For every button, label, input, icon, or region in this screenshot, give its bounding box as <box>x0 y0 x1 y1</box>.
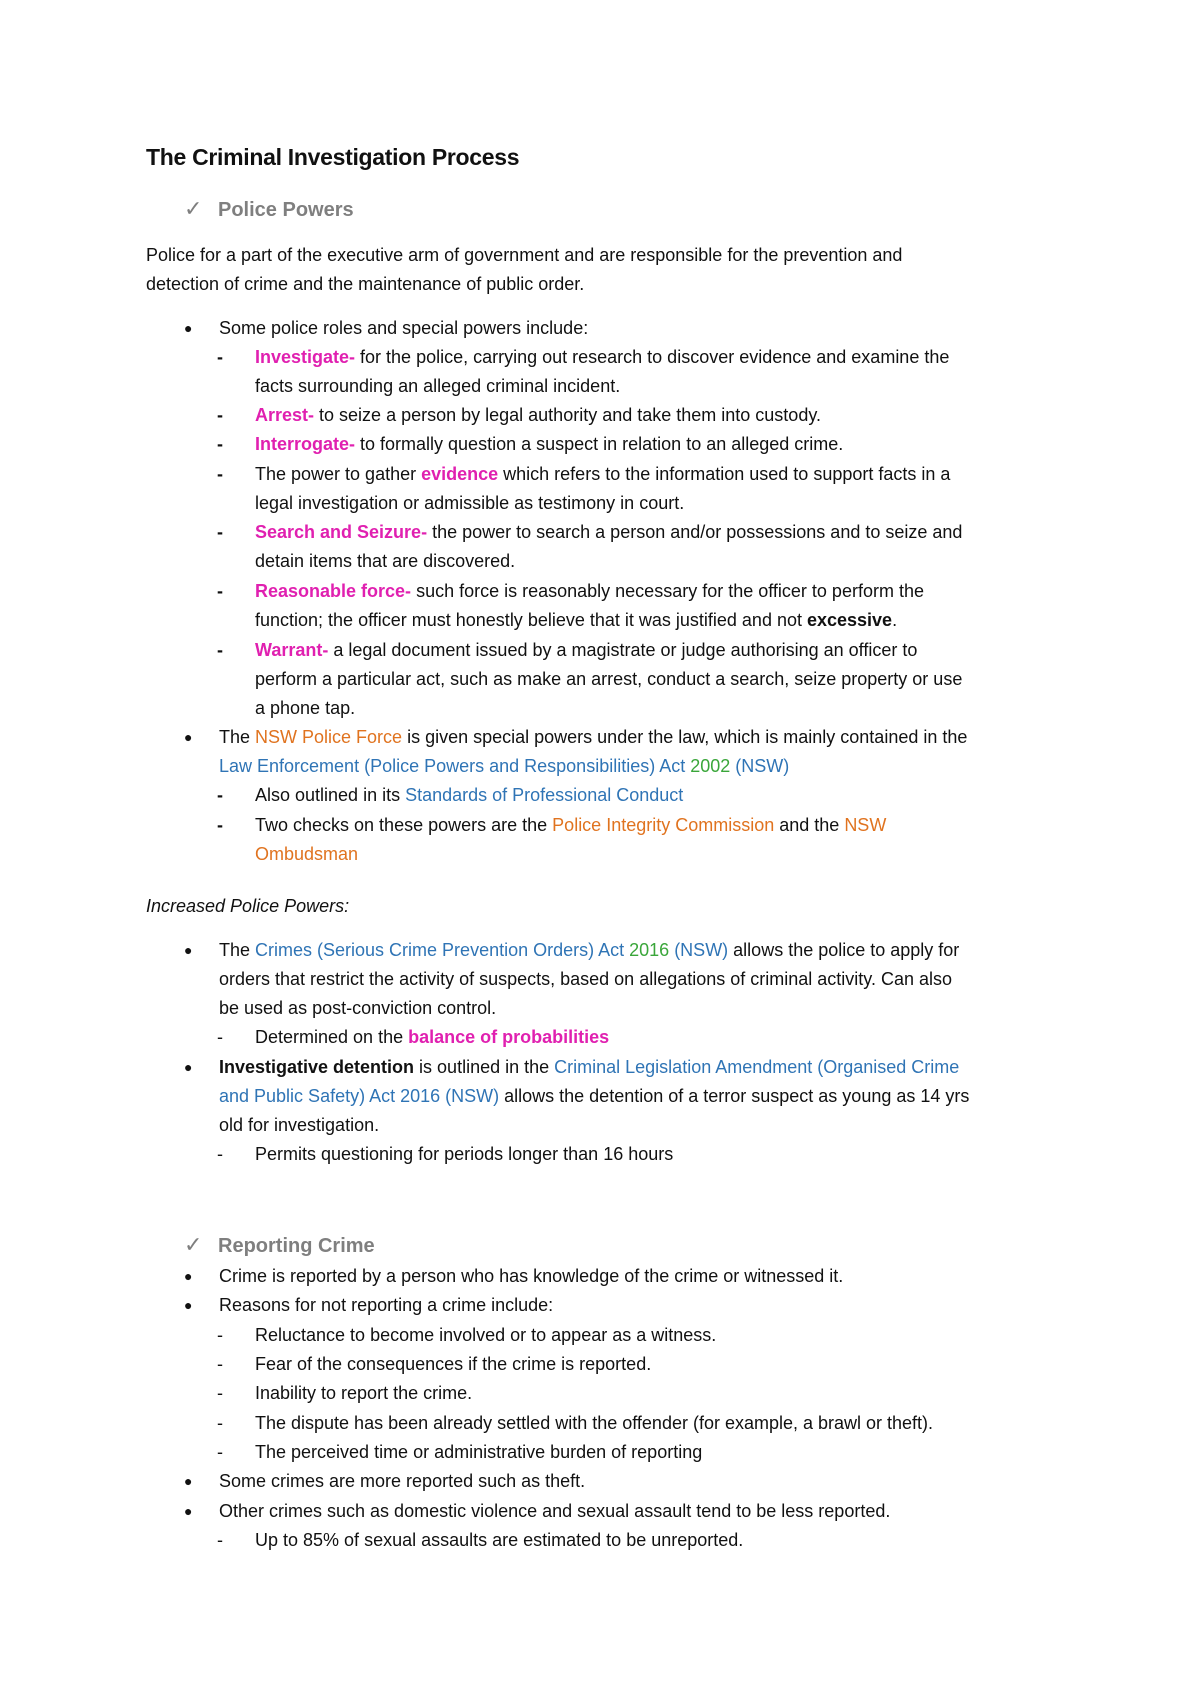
bullet-icon: ● <box>184 320 193 336</box>
dash-icon: - <box>217 1354 223 1374</box>
roles-intro: Some police roles and special powers include: <box>219 318 589 338</box>
intro-line-1: Police for a part of the executive arm of government and are responsible for the prevention and <box>146 245 903 265</box>
ombudsman-line: Ombudsman <box>255 844 359 864</box>
heading-text: Reporting Crime <box>218 1235 375 1257</box>
arrest-term: Arrest- <box>255 405 315 425</box>
bullet-icon: ● <box>184 729 193 745</box>
warrant-term: Warrant- <box>255 640 329 660</box>
search-item: Search and Seizure- the power to search a person and/or possessions and to seize and <box>255 522 963 542</box>
warrant-line-2: perform a particular act, such as make an arrest, conduct a search, seize property or use <box>255 669 963 689</box>
bullet-icon: ● <box>184 1297 193 1313</box>
detention-line-3: old for investigation. <box>219 1115 380 1135</box>
investigate-term: Investigate- <box>255 347 356 367</box>
evidence-item: The power to gather evidence which refers to the information used to support facts in a <box>255 464 951 484</box>
arrest-item: Arrest- to seize a person by legal authority and take them into custody. <box>255 405 821 425</box>
dash-icon: - <box>217 1383 223 1403</box>
checkmark-icon: ✓ <box>184 196 203 221</box>
dash-icon: - <box>217 464 223 484</box>
dash-icon: - <box>217 347 223 367</box>
force-term: Reasonable force- <box>255 581 412 601</box>
reason-item: The dispute has been already settled with the offender (for example, a brawl or theft). <box>255 1413 934 1433</box>
permits-item: Permits questioning for periods longer than 16 hours <box>255 1144 674 1164</box>
intro-line-2: detection of crime and the maintenance of public order. <box>146 274 585 294</box>
dash-icon: - <box>217 1144 223 1164</box>
evidence-line-2: legal investigation or admissible as testimony in court. <box>255 493 685 513</box>
warrant-line-3: a phone tap. <box>255 698 356 718</box>
bullet-icon: ● <box>184 1059 193 1075</box>
dash-icon: - <box>217 405 223 425</box>
reporting-item-3: Some crimes are more reported such as theft. <box>219 1471 586 1491</box>
reporting-item-2: Reasons for not reporting a crime include: <box>219 1295 554 1315</box>
bullet-icon: ● <box>184 1473 193 1489</box>
warrant-item: Warrant- a legal document issued by a magistrate or judge authorising an officer to <box>255 640 918 660</box>
reason-item: Up to 85% of sexual assaults are estimated to be unreported. <box>255 1530 744 1550</box>
police-powers-heading <box>184 196 354 222</box>
dash-icon: - <box>217 1530 223 1550</box>
nsw-police-force-link: NSW Police Force <box>255 727 403 747</box>
dash-icon: - <box>217 1325 223 1345</box>
dash-icon: - <box>217 434 223 454</box>
reporting-crime-heading <box>184 1232 375 1258</box>
crimes-act-item: The Crimes (Serious Crime Prevention Orders) Act 2016 (NSW) allows the police to apply for <box>219 940 960 960</box>
investigate-item: Investigate- for the police, carrying out research to discover evidence and examine the <box>255 347 950 367</box>
detention-line-2: and Public Safety) Act 2016 (NSW) allows the detention of a terror suspect as young as 14 yrs <box>219 1086 970 1106</box>
investigate-line-2: facts surrounding an alleged criminal incident. <box>255 376 621 396</box>
bullet-icon: ● <box>184 1503 193 1519</box>
dash-icon: - <box>217 640 223 660</box>
page-title: The Criminal Investigation Process <box>146 144 520 170</box>
crimes-line-2: orders that restrict the activity of suspects, based on allegations of criminal activity. Can also <box>219 969 952 989</box>
reason-item: Fear of the consequences if the crime is reported. <box>255 1354 652 1374</box>
dash-icon: - <box>217 1027 223 1047</box>
dash-icon: - <box>217 522 223 542</box>
lepra-act-line: Law Enforcement (Police Powers and Responsibilities) Act 2002 (NSW) <box>219 756 790 776</box>
crimes-line-3: be used as post-conviction control. <box>219 998 497 1018</box>
dash-icon: - <box>217 1413 223 1433</box>
nsw-police-item: The NSW Police Force is given special powers under the law, which is mainly contained in the <box>219 727 968 747</box>
checks-item: Two checks on these powers are the Police Integrity Commission and the NSW <box>255 815 887 835</box>
detention-item: Investigative detention is outlined in the Criminal Legislation Amendment (Organised Crime <box>219 1057 960 1077</box>
dash-icon: - <box>217 581 223 601</box>
search-line-2: detain items that are discovered. <box>255 551 516 571</box>
search-term: Search and Seizure- <box>255 522 428 542</box>
dash-icon: - <box>217 1442 223 1462</box>
dash-icon: - <box>217 785 223 805</box>
determined-item: Determined on the balance of probabilities <box>255 1027 610 1047</box>
increased-powers-heading: Increased Police Powers: <box>146 896 350 916</box>
checkmark-icon: ✓ <box>184 1232 203 1257</box>
evidence-term: evidence <box>421 464 499 484</box>
bullet-icon: ● <box>184 942 193 958</box>
interrogate-item: Interrogate- to formally question a suspect in relation to an alleged crime. <box>255 434 844 454</box>
reason-item: Inability to report the crime. <box>255 1383 473 1403</box>
force-item: Reasonable force- such force is reasonably necessary for the officer to perform the <box>255 581 924 601</box>
reason-item: The perceived time or administrative burden of reporting <box>255 1442 703 1462</box>
standards-item: Also outlined in its Standards of Professional Conduct <box>255 785 684 805</box>
heading-text: Police Powers <box>218 199 354 221</box>
reason-item: Reluctance to become involved or to appear as a witness. <box>255 1325 717 1345</box>
dash-icon: - <box>217 815 223 835</box>
interrogate-term: Interrogate- <box>255 434 356 454</box>
force-line-2: function; the officer must honestly believe that it was justified and not excessive. <box>255 610 898 630</box>
reporting-item-1: Crime is reported by a person who has knowledge of the crime or witnessed it. <box>219 1266 844 1286</box>
bullet-icon: ● <box>184 1268 193 1284</box>
reporting-item-4: Other crimes such as domestic violence and sexual assault tend to be less reported. <box>219 1501 891 1521</box>
